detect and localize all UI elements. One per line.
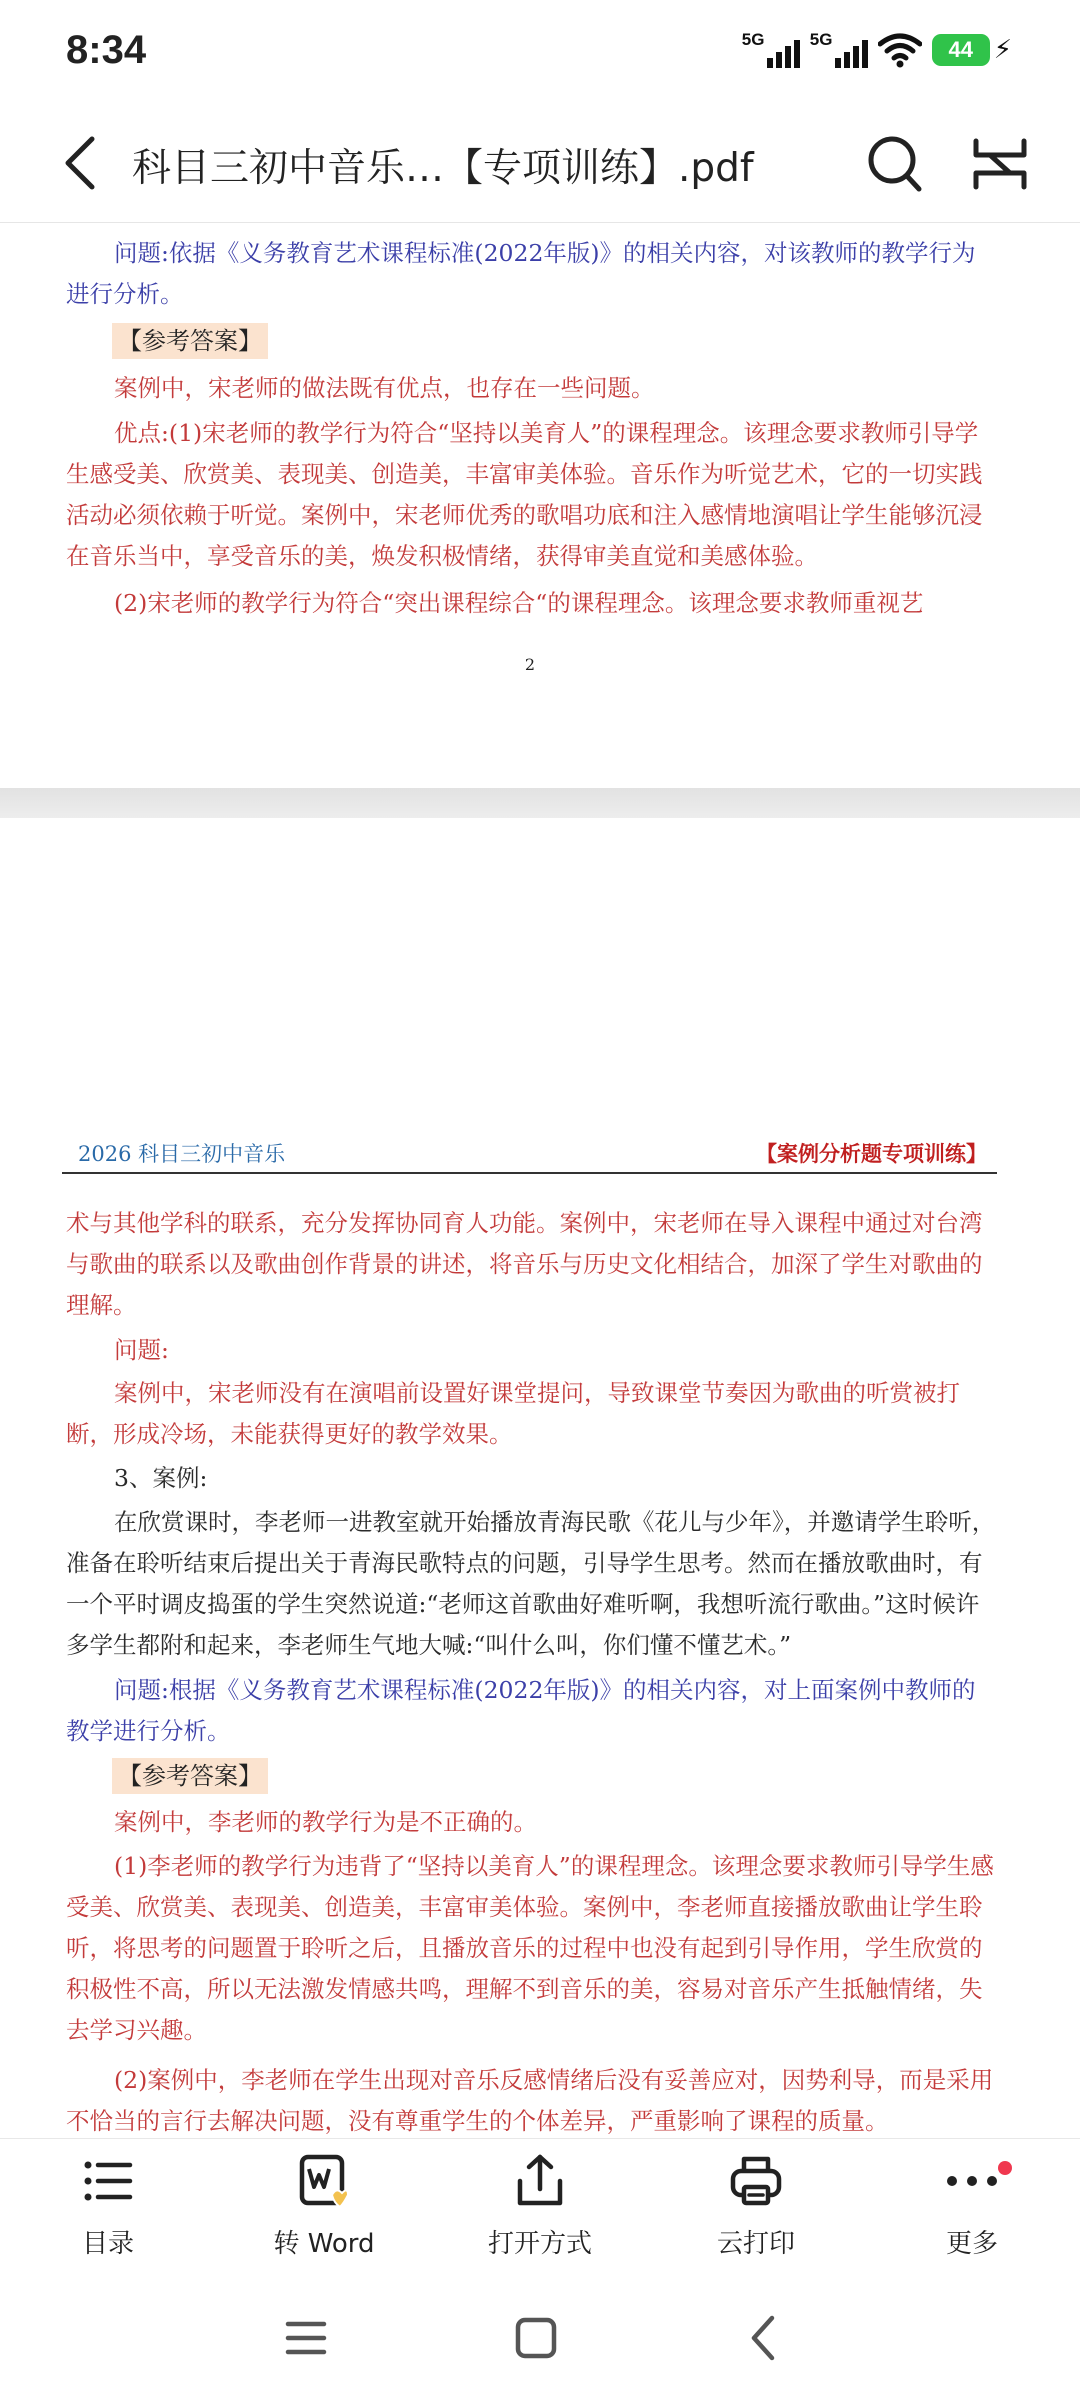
bottom-toolbar — [0, 2138, 1080, 2278]
status-bar — [0, 0, 1080, 105]
signal-5g-icon — [742, 30, 800, 70]
signal-label: 5G — [809, 30, 833, 49]
signal-5g-icon — [810, 30, 868, 70]
header-left: 2026 科目三初中音乐 — [78, 1142, 286, 1166]
running-header — [62, 1136, 997, 1174]
toc-button[interactable] — [18, 2151, 198, 2271]
to-word-label: 转 Word — [273, 2229, 375, 2259]
wifi-icon — [878, 32, 922, 68]
case-text: 在欣赏课时，李老师一进教室就开始播放青海民歌《花儿与少年》，并邀请学生聆听，准备在聆听结束后提出关于青海民歌特点的问题，引导学生思考。然而在播放歌曲时，有一个平时调皮捣蛋的学生突然说道:“老师这首歌曲好难听啊，我想听流行歌曲。”这时候许多学生都附和起来，李老师生气地大喊:“叫什么叫，你们懂不懂艺术。” — [66, 1508, 996, 1659]
answer-paragraph: (2)宋老师的教学行为符合“突出课程综合“的课程理念。该理念要求教师重视艺 — [114, 589, 924, 617]
more-label: 更多 — [945, 2229, 998, 2259]
pdf-page-2 — [0, 223, 1080, 788]
header-right: 【案例分析题专项训练】 — [756, 1141, 987, 1166]
document-title: 科目三初中音乐…【专项训练】.pdf — [132, 146, 754, 191]
back-arrow-icon[interactable] — [56, 133, 106, 193]
recents-icon[interactable] — [276, 2308, 336, 2368]
answer-tag: 【参考答案】 — [112, 1758, 268, 1794]
case-heading: 3、案例: — [114, 1464, 208, 1492]
menu-icon[interactable] — [970, 133, 1030, 195]
open-with-label: 打开方式 — [487, 2229, 592, 2259]
answer-paragraph: (2)案例中，李老师在学生出现对音乐反感情绪后没有妥善应对，因势利导，而是采用不恰当的言行去解决问题，没有尊重学生的个体差异，严重影响了课程的质量。 — [66, 2066, 994, 2135]
share-upload-icon — [510, 2151, 570, 2211]
more-dots-icon — [942, 2151, 1002, 2211]
question-text: 问题:根据《义务教育艺术课程标准(2022年版)》的相关内容，对上面案例中教师的教学进行分析。 — [66, 1676, 976, 1745]
back-icon[interactable] — [736, 2308, 796, 2368]
question-text: 问题:依据《义务教育艺术课程标准(2022年版)》的相关内容，对该教师的教学行为进行分析。 — [66, 239, 976, 308]
more-button[interactable] — [882, 2151, 1062, 2271]
toc-label: 目录 — [81, 2229, 134, 2259]
answer-paragraph: 案例中，宋老师的做法既有优点，也存在一些问题。 — [114, 374, 655, 402]
notification-dot — [998, 2161, 1012, 2175]
page-separator — [0, 788, 1080, 818]
pdf-page-3 — [0, 818, 1080, 2138]
pdf-viewer[interactable] — [0, 223, 1080, 2138]
status-time: 8:34 — [66, 28, 147, 72]
printer-icon — [726, 2151, 786, 2211]
battery-icon — [932, 34, 1012, 66]
home-icon[interactable] — [506, 2308, 566, 2368]
cloud-print-label: 云打印 — [716, 2229, 795, 2259]
word-convert-icon — [294, 2151, 354, 2211]
answer-tag: 【参考答案】 — [112, 323, 268, 359]
system-nav-bar — [0, 2278, 1080, 2401]
list-icon — [78, 2151, 138, 2211]
open-with-button[interactable] — [450, 2151, 630, 2271]
status-icons — [742, 30, 1012, 70]
answer-paragraph: (1)李老师的教学行为违背了“坚持以美育人”的课程理念。该理念要求教师引导学生感受美、欣赏美、表现美、创造美，丰富审美体验。案例中，李老师直接播放歌曲让学生聆听，将思考的问题置于聆听之后，且播放音乐的过程中也没有起到引导作用，学生欣赏的积极性不高，所以无法激发情感共鸣，理解不到音乐的美，容易对音乐产生抵触情绪，失去学习兴趣。 — [66, 1852, 994, 2044]
convert-word-button[interactable] — [234, 2151, 414, 2271]
page-number: 2 — [524, 655, 536, 674]
charging-bolt-icon: ⚡ — [993, 35, 1012, 65]
battery-level: 44 — [932, 34, 990, 66]
cloud-print-button[interactable] — [666, 2151, 846, 2271]
title-bar — [0, 105, 1080, 223]
answer-paragraph: 案例中，宋老师没有在演唱前设置好课堂提问，导致课堂节奏因为歌曲的听赏被打断，形成冷场，未能获得更好的教学效果。 — [66, 1379, 960, 1448]
search-icon[interactable] — [866, 133, 924, 195]
answer-paragraph: 优点:(1)宋老师的教学行为符合“坚持以美育人”的课程理念。该理念要求教师引导学生感受美、欣赏美、表现美、创造美，丰富审美体验。音乐作为听觉艺术，它的一切实践活动必须依赖于听觉。案例中，宋老师优秀的歌唱功底和注入感情地演唱让学生能够沉浸在音乐当中，享受音乐的美，焕发积极情绪，获得审美直觉和美感体验。 — [66, 419, 983, 570]
answer-paragraph: 术与其他学科的联系，充分发挥协同育人功能。案例中，宋老师在导入课程中通过对台湾与歌曲的联系以及歌曲创作背景的讲述，将音乐与历史文化相结合，加深了学生对歌曲的理解。 — [66, 1209, 983, 1319]
answer-paragraph: 案例中，李老师的教学行为是不正确的。 — [114, 1808, 537, 1836]
answer-paragraph: 问题: — [114, 1336, 169, 1364]
signal-label: 5G — [741, 30, 765, 49]
